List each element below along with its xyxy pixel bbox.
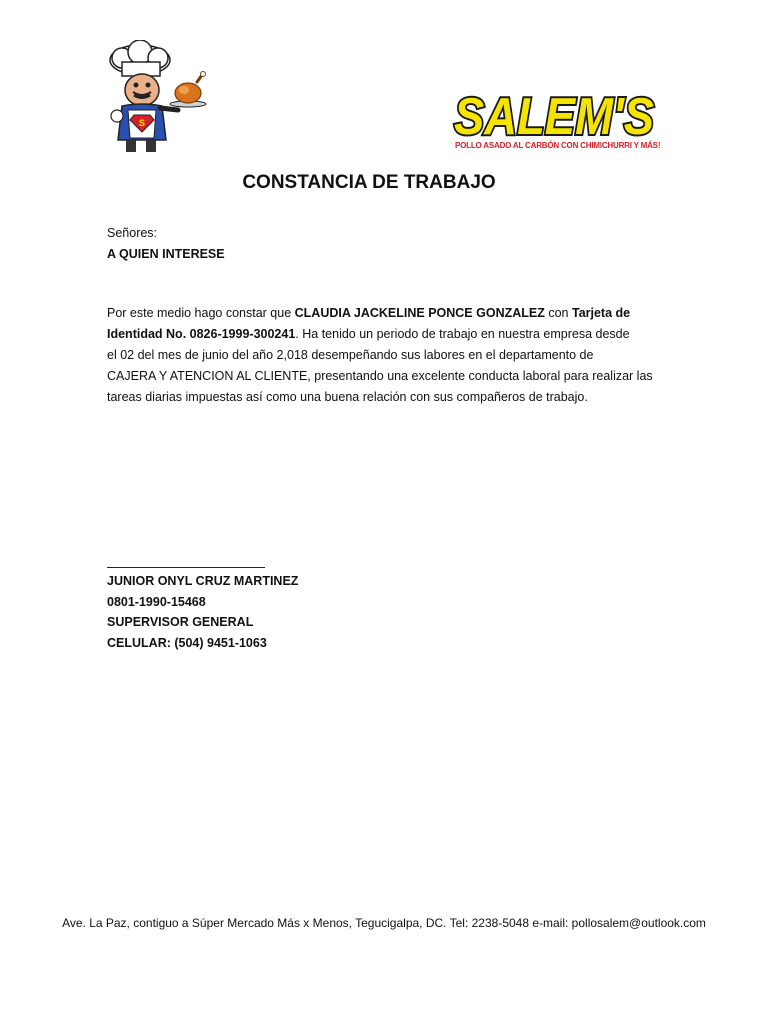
signer-position: SUPERVISOR GENERAL — [107, 615, 254, 629]
employee-name: CLAUDIA JACKELINE PONCE GONZALEZ — [294, 306, 545, 320]
signature-line — [107, 567, 265, 568]
footer-address: Ave. La Paz, contiguo a Súper Mercado Más x Menos, Tegucigalpa, DC. Tel: 2238-5048 e-mail: pollosalem@outlook.com — [62, 916, 706, 930]
chef-mascot-icon — [100, 40, 215, 155]
recipient: A QUIEN INTERESE — [107, 247, 225, 261]
svg-text:S: S — [138, 118, 146, 128]
certificate-body — [107, 303, 662, 408]
employee-id: Identidad No. 0826-1999-300241 — [107, 327, 296, 341]
body-line-4: CAJERA Y ATENCION AL CLIENTE, presentando una excelente conducta laboral para realizar las — [107, 369, 653, 383]
brand-name: SALEM'S — [454, 88, 655, 142]
document-title: CONSTANCIA DE TRABAJO — [242, 172, 496, 193]
salutation-block — [107, 223, 225, 265]
body-line-1: Por este medio hago constar que CLAUDIA JACKELINE PONCE GONZALEZ con Tarjeta de — [107, 306, 631, 320]
signer-phone: CELULAR: (504) 9451-1063 — [107, 635, 267, 650]
body-line-5: tareas diarias impuestas así como una buena relación con sus compañeros de trabajo. — [107, 390, 588, 404]
signer-id: 0801-1990-15468 — [107, 594, 206, 609]
greeting: Señores: — [107, 226, 158, 240]
brand-tagline: POLLO ASADO AL CARBÓN CON CHIMICHURRI Y MÁS! — [455, 141, 661, 150]
signature-block — [107, 571, 298, 653]
brand-name-shadow: SALEM'S — [454, 88, 655, 142]
signer-name: JUNIOR ONYL CRUZ MARTINEZ — [107, 574, 299, 588]
body-line-3: el 02 del mes de junio del año 2,018 desempeñando sus labores en el departamento de — [107, 348, 594, 362]
body-line-2: Identidad No. 0826-1999-300241. Ha tenido un periodo de trabajo en nuestra empresa desde — [107, 327, 630, 341]
